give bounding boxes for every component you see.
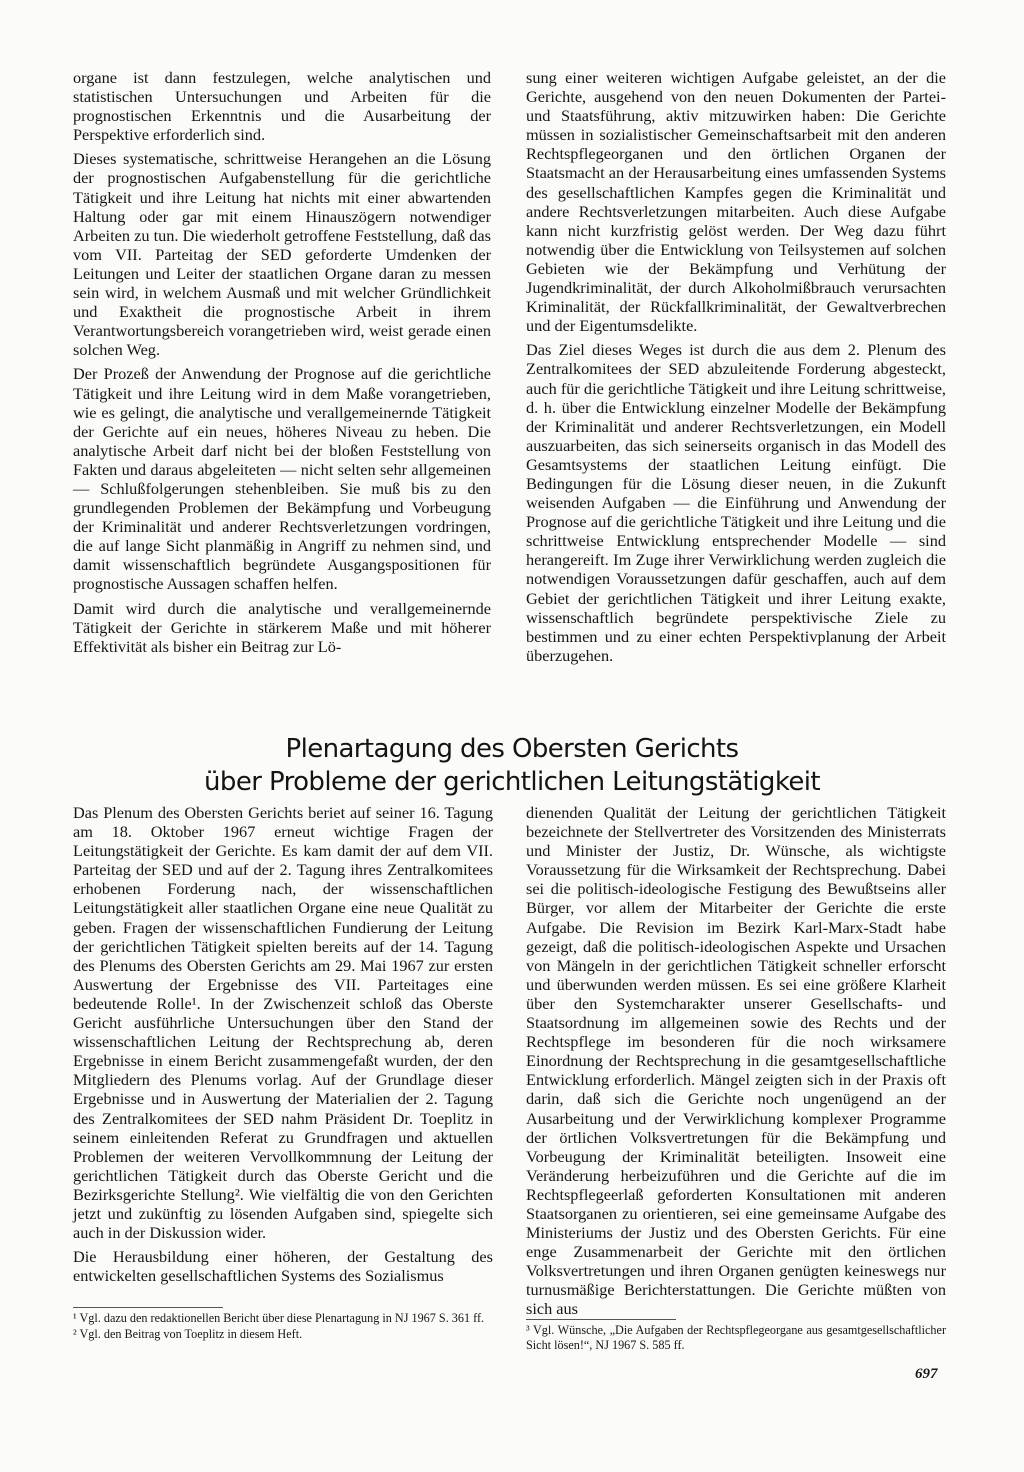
paragraph: sung einer weiteren wichtigen Aufgabe geleistet, an der die Gerichte, ausgehend von den neuen Dokumenten der Partei- und Staatsführung, aktiv mitzuwirken haben: Die Gerichte müssen in sozialistischer Gemeinschaftsarbeit mit den anderen Rechtspflegeorganen und den örtlichen Organen der Staatsmacht an der Herausarbeitung eines umfassenden Systems des gesellschaftlichen Kampfes gegen die Kriminalität und andere Rechtsverletzungen mitarbeiten. Auch diese Aufgabe kann nicht kurzfristig gelöst werden. Der Weg dazu führt notwendig über die Entwicklung von Teilsystemen auf solchen Gebieten wie der Bekämpfung und Verhütung der Jugendkriminalität, der durch Alkoholmißbrauch verursachten Kriminalität, der Rückfallkriminalität, der Gewaltverbrechen und der Eigentumsdelikte. bbox=[526, 68, 946, 336]
footnotes-left bbox=[73, 1311, 493, 1342]
footnote: ¹ Vgl. dazu den redaktionellen Bericht über diese Plenartagung in NJ 1967 S. 361 ff. bbox=[73, 1311, 485, 1325]
paragraph: Das Plenum des Obersten Gerichts beriet auf seiner 16. Tagung am 18. Oktober 1967 erneut wichtige Fragen der Leitungstätigkeit der Gerichte. Es kam damit der auf dem VII. Parteitag der SED und auf der 2. Tagung ihres Zentralkomitees erhobenen Forderung nach, der wissenschaftlichen Leitungstätigkeit aller staatlichen Organe eine neue Qualität zu geben. Fragen der wissenschaftlichen Fundierung der Leitung der gerichtlichen Tätigkeit spielten bereits auf der 14. Tagung des Plenums des Obersten Gerichts am 29. Mai 1967 zur ersten Auswertung der Ergebnisse des VII. Parteitages eine bedeutende Rolle¹. In der Zwischenzeit schloß das Oberste Gericht ausführliche Untersuchungen über den Stand der wissenschaftlichen Leitung der Rechtsprechung ab, deren Ergebnisse in einem Bericht zusammengefaßt wurden, der den Mitgliedern des Plenums vorlag. Auf der Grundlage dieser Ergebnisse und in Auswertung der Materialien der 2. Tagung des Zentralkomitees der SED nahm Präsident Dr. Toeplitz in seinem einleitenden Referat zu Grundfragen und aktuellen Problemen der weiteren Vervollkommnung der Leitung der gerichtlichen Tätigkeit durch das Oberste Gericht und die Bezirksgerichte Stellung². Wie vielfältig die von den Gerichten jetzt und zukünftig zu lösenden Aufgaben sind, spiegelte sich auch in der Diskussion wider. bbox=[73, 803, 493, 1243]
footnotes-right bbox=[526, 1323, 946, 1353]
footnote: ² Vgl. den Beitrag von Toeplitz in diesem Heft. bbox=[73, 1326, 303, 1341]
footnote-rule-right bbox=[526, 1319, 676, 1320]
paragraph: Dieses systematische, schrittweise Herangehen an die Lösung der prognostischen Aufgabenstellung für die gerichtliche Tätigkeit und ihre Leitung hat nichts mit einer abwartenden Haltung oder gar mit einem Hinauszögern notwendiger Arbeiten zu tun. Die wiederholt getroffene Feststellung, daß das vom VII. Parteitag der SED geforderte Umdenken der Leitungen und Leiter der staatlichen Organe daran zu messen sein wird, in welchem Ausmaß und mit welcher Gründlichkeit und Exaktheit die prognostische Arbeit in ihrem Verantwortungsbereich vorangetrieben wird, weist gerade einen solchen Weg. bbox=[73, 149, 491, 360]
top-left-column bbox=[73, 68, 491, 661]
heading-line-1: Plenartagung des Obersten Gerichts bbox=[285, 734, 739, 764]
page-number: 697 bbox=[915, 1366, 938, 1382]
top-right-column bbox=[526, 68, 946, 670]
paragraph: dienenden Qualität der Leitung der gerichtlichen Tätigkeit bezeichnete der Stellvertreter des Vorsitzenden des Ministerrats und Minister der Justiz, Dr. Wünsche, als wichtigste Voraussetzung für die Wirksamkeit der Rechtsprechung. Dabei sei die politisch-ideologische Festigung des Bewußtseins aller Bürger, vor allem der Mitarbeiter der Gerichte die erste Aufgabe. Die Revision im Bezirk Karl-Marx-Stadt habe gezeigt, daß die politisch-ideologischen Aspekte und Ursachen von Mängeln in der gerichtlichen Tätigkeit schneller erforscht und überwunden werden müssen. Es sei eine größere Klarheit über den Systemcharakter unserer Gesellschafts- und Staatsordnung im allgemeinen sowie des Rechts und der Rechtspflege im besonderen für die noch wirksamere Einordnung der Rechtsprechung in die gesamtgesellschaftliche Entwicklung erforderlich. Mängel zeigten sich in der Praxis oft darin, daß sich die Gerichte noch ungenügend an der Ausarbeitung und der Verwirklichung komplexer Programme der örtlichen Volksvertretungen für die Bekämpfung und Vorbeugung der Kriminalität beteiligten. Insoweit eine Veränderung herbeizuführen und die Gerichte auf die im Rechtspflegeerlaß geforderten Konsultationen mit anderen Staatsorganen zu orientieren, sei eine gemeinsame Aufgabe des Ministeriums der Justiz und des Obersten Gerichts. Für eine enge Zusammenarbeit der Gerichte mit den örtlichen Volksvertretungen und ihren Organen genügten keineswegs nur turnusmäßige Berichterstattungen. Die Gerichte müßten von sich aus bbox=[526, 803, 946, 1319]
heading-line-2: über Probleme der gerichtlichen Leitungstätigkeit bbox=[204, 767, 820, 797]
bottom-left-column bbox=[73, 803, 493, 1290]
paragraph: organe ist dann festzulegen, welche analytischen und statistischen Untersuchungen und Arbeiten für die prognostischen Erkenntnis und die Ausarbeitung der Perspektive erforderlich sind. bbox=[73, 68, 491, 145]
paragraph: Das Ziel dieses Weges ist durch die aus dem 2. Plenum des Zentralkomitees der SED abzuleitende Forderung abgesteckt, auch für die gerichtliche Tätigkeit und ihre Leitung schrittweise, d. h. über die Entwicklung einzelner Modelle der Bekämpfung der Kriminalität und anderer Rechtsverletzungen, ein Modell auszuarbeiten, das sich seinerseits organisch in das Modell des Gesamtsystems der staatlichen Leitung einfügt. Die Bedingungen für die Lösung dieser neuen, in die Zukunft weisenden Aufgaben — die Einführung und Anwendung der Prognose auf die gerichtliche Tätigkeit und ihre Leitung und die schrittweise Entwicklung entsprechender Modelle — sind herangereift. Im Zuge ihrer Verwirklichung werden zugleich die notwendigen Voraussetzungen dafür geschaffen, auch auf dem Gebiet der gerichtlichen Tätigkeit und ihrer Leitung exakte, wissenschaftlich begründete perspektivische Ziele zu bestimmen und zu einer echten Perspektivplanung der Arbeit überzugehen. bbox=[526, 340, 946, 665]
article-heading bbox=[0, 733, 1024, 799]
paragraph: Damit wird durch die analytische und verallgemeinernde Tätigkeit der Gerichte in stärkerem Maße und mit höherer Effektivität als bisher ein Beitrag zur Lö- bbox=[73, 598, 491, 656]
footnote: ³ Vgl. Wünsche, „Die Aufgaben der Rechtspflegeorgane aus gesamtgesellschaftlicher Sicht lösen!“, NJ 1967 S. 585 ff. bbox=[526, 1323, 946, 1352]
footnote-rule-left bbox=[73, 1307, 223, 1308]
bottom-right-column bbox=[526, 803, 946, 1324]
paragraph: Die Herausbildung einer höheren, der Gestaltung des entwickelten gesellschaftlichen Systems des Sozialismus bbox=[73, 1247, 493, 1286]
paragraph: Der Prozeß der Anwendung der Prognose auf die gerichtliche Tätigkeit und ihre Leitung wird in dem Maße vorangetrieben, wie es gelingt, die analytische und verallgemeinernde Tätigkeit der Gerichte auf ein neues, höheres Niveau zu heben. Die analytische Arbeit darf nicht bei der bloßen Feststellung von Fakten und daraus abgeleiteten — nicht selten sehr allgemeinen — Schlußfolgerungen stehenbleiben. Sie muß bis zu den grundlegenden Problemen der Bekämpfung und Vorbeugung der Kriminalität und anderer Rechtsverletzungen vordringen, die auf lange Sicht planmäßig in Angriff zu nehmen sind, und damit wissenschaftlich begründete Ausgangspositionen für prognostische Aussagen schaffen helfen. bbox=[73, 364, 491, 594]
